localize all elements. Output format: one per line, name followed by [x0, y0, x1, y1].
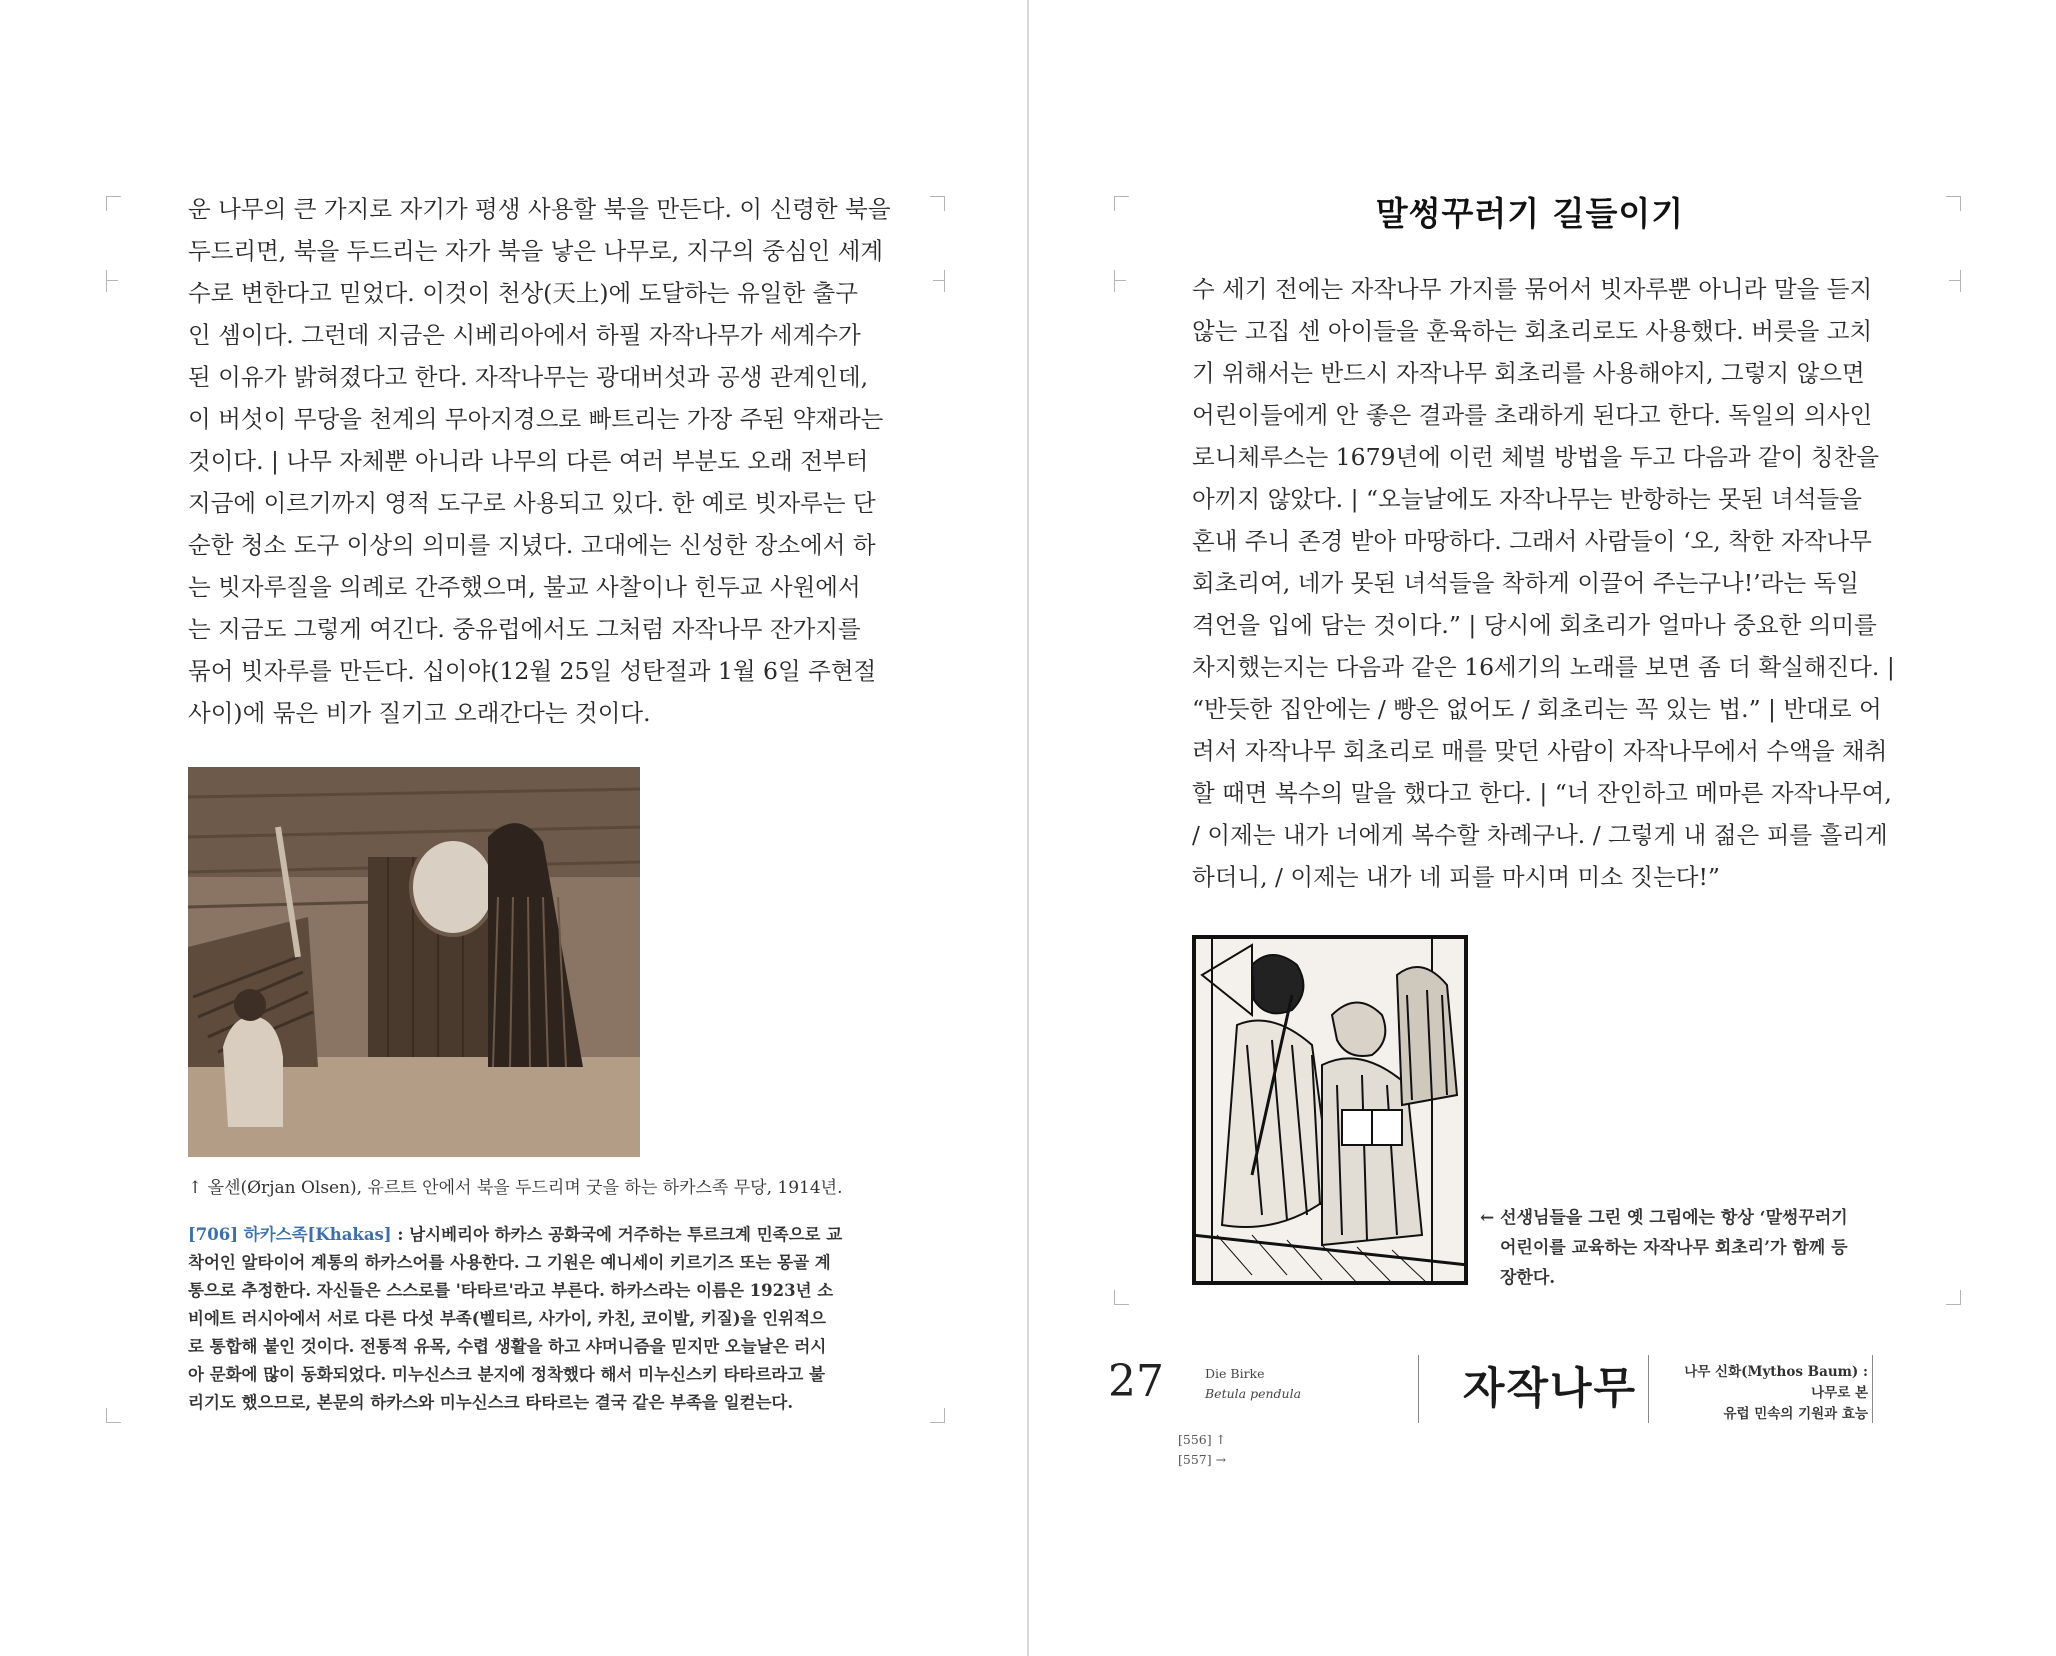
latin-name: Betula pendula	[1205, 1386, 1302, 1401]
footer-divider	[1872, 1355, 1873, 1423]
footnote-khakas	[188, 1221, 868, 1417]
footnote-line: 로 통합해 붙인 것이다. 전통적 유목, 수렵 생활을 하고 샤머니즘을 믿지만 오늘날은 러시	[188, 1337, 827, 1356]
series-title	[1684, 1362, 1868, 1425]
german-name: Die Birke	[1205, 1366, 1265, 1381]
text-line: 하더니, / 이제는 내가 네 피를 마시며 미소 짓는다!”	[1192, 863, 1720, 891]
text-line: 할 때면 복수의 말을 했다고 한다. | “너 잔인하고 메마른 자작나무여,	[1192, 779, 1892, 807]
crop-mark	[930, 1408, 945, 1423]
text-line: 로니체루스는 1679년에 이런 체벌 방법을 두고 다음과 같이 칭찬을	[1192, 443, 1880, 471]
text-line: 는 지금도 그렇게 여긴다. 중유럽에서도 그처럼 자작나무 잔가지를	[188, 615, 861, 643]
series-line: 나무 신화(Mythos Baum) :	[1684, 1364, 1868, 1380]
cross-ref[interactable]: [557] →	[1178, 1452, 1227, 1467]
registration-mark	[106, 270, 107, 292]
crop-mark	[930, 196, 945, 211]
crop-mark	[1946, 1290, 1961, 1305]
caption-line: 장한다.	[1500, 1268, 1556, 1288]
text-line: 어린이들에게 안 좋은 결과를 초래하게 된다고 한다. 독일의 의사인	[1192, 401, 1873, 429]
footer-divider	[1418, 1355, 1419, 1423]
shaman-photo	[188, 767, 640, 1157]
caption-line: 어린이를 교육하는 자작나무 회초리’가 함께 등	[1500, 1238, 1848, 1258]
text-line: 격언을 입에 담는 것이다.” | 당시에 회초리가 얼마나 중요한 의미를	[1192, 611, 1877, 639]
text-line: 두드리면, 북을 두드리는 자가 북을 낳은 나무로, 지구의 중심인 세계	[188, 237, 884, 265]
footnote-line: 통으로 추정한다. 자신들은 스스로를 '타타르'라고 부른다. 하카스라는 이름은 1923년 소	[188, 1281, 834, 1300]
text-line: 이 버섯이 무당을 천계의 무아지경으로 빠트리는 가장 주된 약재라는	[188, 405, 884, 433]
text-line: 않는 고집 센 아이들을 훈육하는 회초리로도 사용했다. 버릇을 고치	[1192, 317, 1873, 345]
text-line: 것이다. | 나무 자체뿐 아니라 나무의 다른 여러 부분도 오래 전부터	[188, 447, 869, 475]
left-body-text	[188, 188, 891, 734]
text-line: 는 빗자루질을 의례로 간주했으며, 불교 사찰이나 힌두교 사원에서	[188, 573, 861, 601]
crop-mark	[1114, 1290, 1129, 1305]
cross-ref[interactable]: [556] ↑	[1178, 1432, 1227, 1447]
text-line: 차지했는지는 다음과 같은 16세기의 노래를 보면 좀 더 확실해진다. |	[1192, 653, 1895, 681]
text-line: 사이)에 묶은 비가 질기고 오래간다는 것이다.	[188, 699, 651, 727]
footnote-line: 리기도 했으므로, 본문의 하카스와 미누신스크 타타르는 결국 같은 부족을 일컫는다.	[188, 1393, 794, 1412]
series-line: 나무로 본	[1811, 1385, 1868, 1401]
text-line: 수로 변한다고 믿었다. 이것이 천상(天上)에 도달하는 유일한 출구	[188, 279, 858, 307]
footnote-line: 비에트 러시아에서 서로 다른 다섯 부족(벨티르, 사가이, 카친, 코이발, 키질)을 인위적으	[188, 1309, 826, 1328]
page-number: 27	[1108, 1356, 1164, 1407]
text-line: 된 이유가 밝혀졌다고 한다. 자작나무는 광대버섯과 공생 관계인데,	[188, 363, 869, 391]
footnote-line: 착어인 알타이어 계통의 하카스어를 사용한다. 그 기원은 예니세이 키르기즈 또는 몽골 계	[188, 1253, 831, 1272]
photo-caption: ↑ 올센(Ørjan Olsen), 유르트 안에서 북을 두드리며 굿을 하는 하카스족 무당, 1914년.	[188, 1178, 843, 1198]
species-names	[1205, 1364, 1301, 1404]
caption-line: ← 선생님들을 그린 옛 그림에는 항상 ‘말썽꾸러기	[1480, 1208, 1848, 1228]
chapter-title: 자작나무	[1462, 1364, 1638, 1414]
text-line: 순한 청소 도구 이상의 의미를 지녔다. 고대에는 신성한 장소에서 하	[188, 531, 876, 559]
text-line: 혼내 주니 존경 받아 마땅하다. 그래서 사람들이 ‘오, 착한 자작나무	[1192, 527, 1872, 555]
text-line: 수 세기 전에는 자작나무 가지를 묶어서 빗자루뿐 아니라 말을 듣지	[1192, 275, 1873, 303]
text-line: 기 위해서는 반드시 자작나무 회초리를 사용해야지, 그렇지 않으면	[1192, 359, 1865, 387]
series-line: 유럽 민속의 기원과 효능	[1723, 1406, 1868, 1422]
registration-mark	[944, 270, 945, 292]
crop-mark	[1946, 196, 1961, 211]
footnote-tag: [706] 하카스족[Khakas]	[188, 1225, 392, 1244]
woodcut-illustration	[1192, 935, 1468, 1285]
book-spine	[1027, 0, 1029, 1656]
text-line: 인 셈이다. 그런데 지금은 시베리아에서 하필 자작나무가 세계수가	[188, 321, 861, 349]
text-line: 려서 자작나무 회초리로 매를 맞던 사람이 자작나무에서 수액을 채취	[1192, 737, 1888, 765]
crop-mark	[106, 1408, 121, 1423]
registration-mark	[1960, 270, 1961, 292]
woodcut-caption	[1480, 1203, 1870, 1293]
footer-divider	[1648, 1355, 1649, 1423]
text-line: / 이제는 내가 너에게 복수할 차례구나. / 그렇게 내 젊은 피를 흘리게	[1192, 821, 1888, 849]
crop-mark	[1114, 196, 1129, 211]
text-line: 지금에 이르기까지 영적 도구로 사용되고 있다. 한 예로 빗자루는 단	[188, 489, 876, 517]
section-title: 말썽꾸러기 길들이기	[1375, 194, 1685, 233]
text-line: 회초리여, 네가 못된 녀석들을 착하게 이끌어 주는구나!’라는 독일	[1192, 569, 1859, 597]
footnote-line: 아 문화에 많이 동화되었다. 미누신스크 분지에 정착했다 해서 미누신스키 타타르라고 불	[188, 1365, 825, 1384]
cross-references	[1178, 1430, 1226, 1470]
text-line: 운 나무의 큰 가지로 자기가 평생 사용할 북을 만든다. 이 신령한 북을	[188, 195, 891, 223]
text-line: 아끼지 않았다. | “오늘날에도 자작나무는 반항하는 못된 녀석들을	[1192, 485, 1862, 513]
footnote-text: : 남시베리아 하카스 공화국에 거주하는 투르크계 민족으로 교	[391, 1225, 843, 1244]
text-line: “반듯한 집안에는 / 빵은 없어도 / 회초리는 꼭 있는 법.” | 반대로 어	[1192, 695, 1882, 723]
text-line: 묶어 빗자루를 만든다. 십이야(12월 25일 성탄절과 1월 6일 주현절	[188, 657, 877, 685]
crop-mark	[106, 196, 121, 211]
right-body-text	[1192, 268, 1895, 898]
registration-mark	[1114, 270, 1115, 292]
